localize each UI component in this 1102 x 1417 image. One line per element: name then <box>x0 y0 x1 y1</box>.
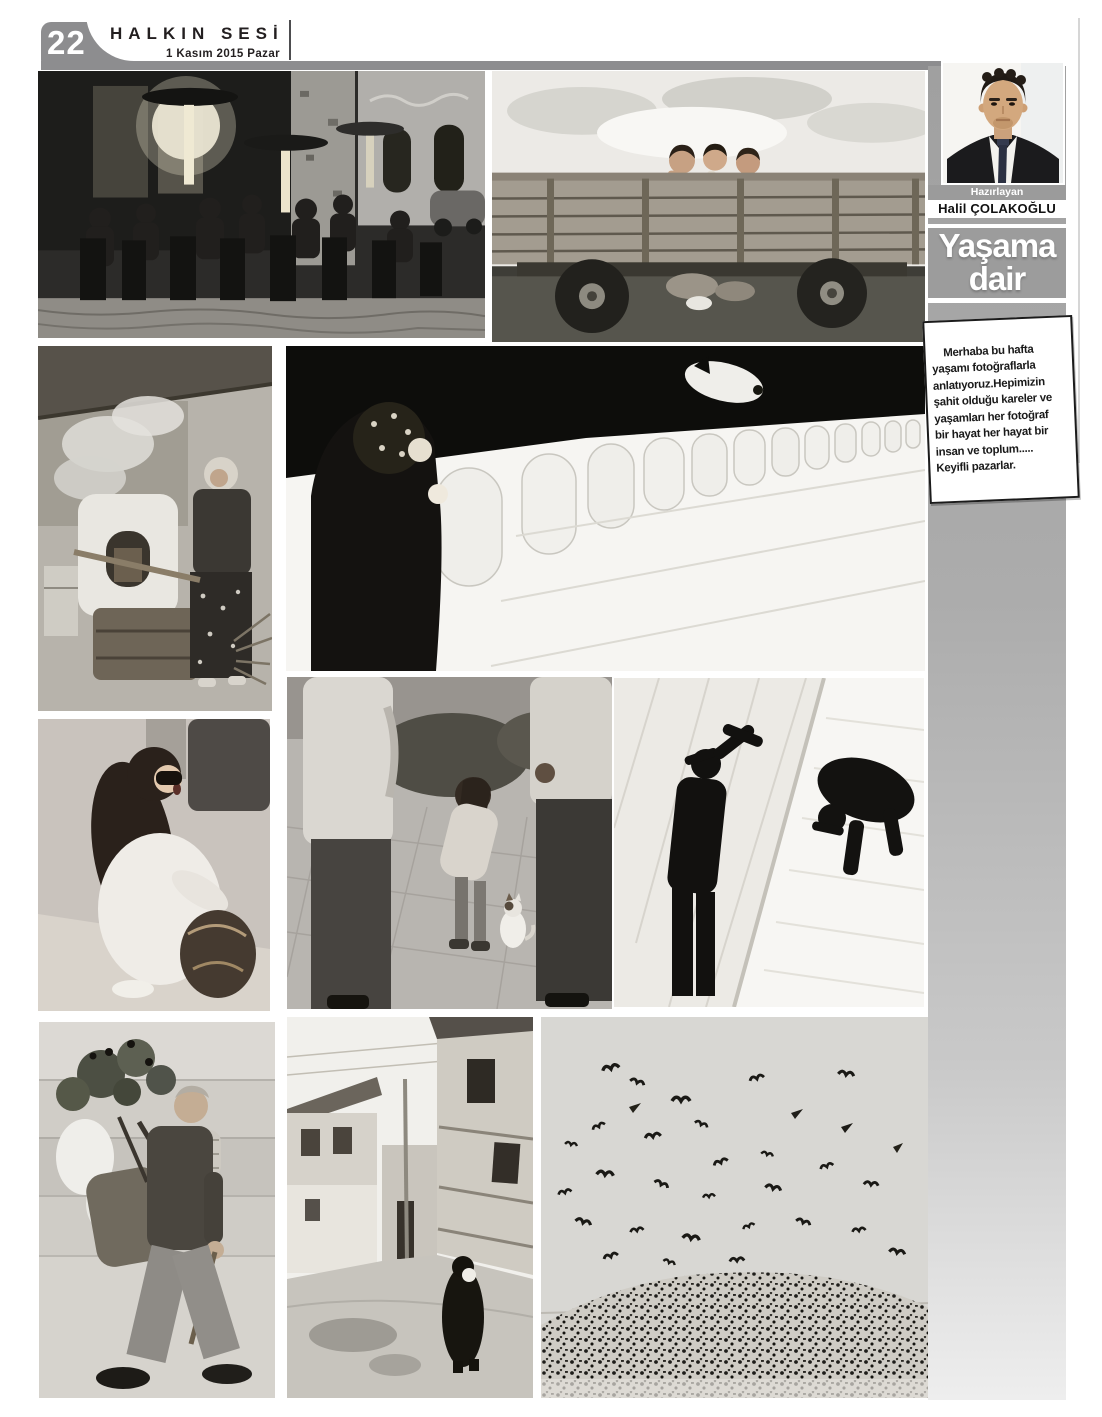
bag <box>180 910 256 998</box>
pigeons-photo-illustration <box>541 1017 931 1398</box>
header-rule-bar <box>41 61 941 70</box>
trailer-wheel <box>797 258 867 328</box>
photo-street-cat <box>287 677 612 1009</box>
trailer-wheel <box>555 259 629 333</box>
photo-tarp-workers <box>614 678 924 1007</box>
girl-photo-illustration <box>38 719 270 1011</box>
woman-silhouette <box>311 402 448 671</box>
stove-photo-illustration <box>38 346 272 711</box>
shoe <box>112 980 154 998</box>
tie <box>998 145 1007 183</box>
masthead <box>110 24 284 60</box>
street-cat-photo-illustration <box>287 677 612 1009</box>
column-title-line2: dair <box>968 260 1026 297</box>
tarp-photo-illustration <box>614 678 924 1007</box>
masthead-divider <box>289 20 291 60</box>
trailer-photo-illustration <box>492 71 925 342</box>
newspaper-title: HALKIN SESİ <box>110 24 284 43</box>
page-number: 22 <box>47 24 86 61</box>
page-edge-line <box>1078 18 1080 463</box>
column-title-line1: Yaşama <box>938 227 1056 264</box>
photo-crouching-girl <box>38 719 270 1011</box>
woman-at-stove <box>190 457 252 687</box>
right-man <box>530 677 612 1007</box>
column-intro-text: Merhaba bu hafta yaşamı fotoğraflarla anlatıyoruz.Hepimizin şahit olduğu kareler ve yaşamları her fotoğraf bir hayat her hayat bir insan ve toplum..... Keyifli pazarlar. <box>932 343 1053 475</box>
prepared-by-bar <box>928 185 1066 200</box>
porter-photo-illustration <box>39 1022 275 1398</box>
cafe-photo-illustration <box>38 71 485 338</box>
puddle <box>309 1318 397 1352</box>
column-title-box <box>928 228 1066 298</box>
author-name: Halil ÇOLAKOĞLU <box>938 201 1056 216</box>
photo-old-street <box>287 1017 533 1398</box>
crates <box>44 566 78 636</box>
heater-umbrella <box>142 88 238 106</box>
photo-cafe-terrace <box>38 71 485 338</box>
author-portrait-illustration <box>943 63 1063 183</box>
author-name-bar <box>928 200 1066 218</box>
author-portrait <box>941 61 1065 185</box>
issue-date: 1 Kasım 2015 Pazar <box>166 48 280 60</box>
old-street-photo-illustration <box>287 1017 533 1398</box>
photo-village-stove <box>38 346 272 711</box>
left-man <box>303 677 395 1009</box>
divider-gap <box>928 298 1066 303</box>
photo-cemetery-woman <box>286 346 925 671</box>
right-house <box>429 1017 533 1275</box>
cemetery-photo-illustration <box>286 346 925 671</box>
utility-pole <box>405 1079 407 1265</box>
prepared-by-label: Hazırlayan <box>970 186 1024 198</box>
photo-trailer-kids <box>492 71 925 342</box>
photo-pigeon-flock <box>541 1017 931 1398</box>
column-intro-note <box>922 315 1080 504</box>
photo-fruit-porter <box>39 1022 275 1398</box>
